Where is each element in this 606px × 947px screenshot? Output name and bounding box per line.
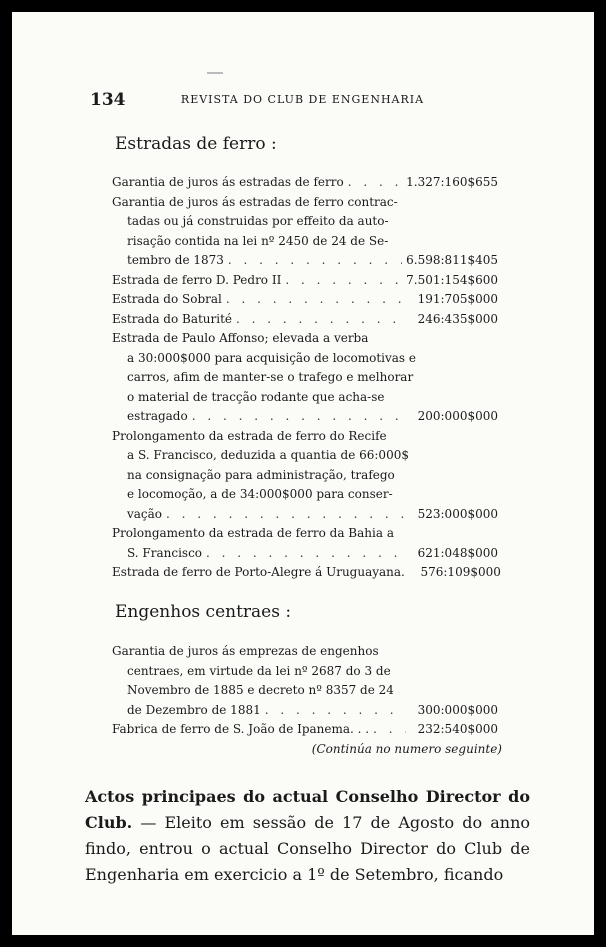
entry-line — [112, 407, 498, 427]
entry-line — [112, 212, 498, 232]
entry-line — [112, 388, 498, 408]
acts-heading: Actos principaes do actual Conselho Director do Club. — [85, 787, 530, 832]
entry-line — [112, 466, 498, 486]
entry-text: Estrada do Sobral — [112, 292, 222, 306]
leader-dots — [222, 290, 406, 310]
entry-text: Novembro de 1885 e decreto nº 8357 de 24 — [127, 683, 394, 697]
entry-text: a 30:000$000 para acquisição de locomotivas e — [127, 350, 416, 365]
entry-text: de Dezembro de 1881 — [127, 702, 261, 717]
entry-text: Garantia de juros ás emprezas de engenhos — [112, 644, 379, 658]
ledger-entry — [112, 642, 498, 720]
entry-amount: 7.501:154$600 — [406, 272, 498, 287]
entry-text: S. Francisco — [127, 545, 203, 560]
entry-line — [112, 485, 498, 505]
entry-text: vação — [127, 506, 163, 521]
entry-line — [112, 681, 498, 701]
entry-line — [112, 329, 498, 349]
entry-amount: 523:000$000 — [417, 506, 498, 521]
entry-line — [112, 368, 498, 388]
entry-text: risação contida na lei nº 2450 de 24 de Se- — [127, 233, 389, 248]
section-title-railways: Estradas de ferro : — [115, 134, 277, 154]
entry-line — [112, 720, 498, 740]
ledger-entry — [112, 173, 498, 193]
entry-line — [112, 290, 498, 310]
entry-line — [112, 427, 498, 447]
entry-amount: 6.598:811$405 — [406, 253, 498, 267]
entry-text: Estrada do Baturité — [112, 311, 233, 326]
leader-dots — [224, 251, 402, 271]
entry-line — [112, 505, 498, 525]
ledger-entry — [112, 290, 498, 310]
leader-dots — [202, 544, 406, 564]
entry-amount: 300:000$000 — [417, 702, 498, 717]
entry-amount: 232:540$000 — [417, 722, 498, 736]
entry-line — [112, 271, 498, 291]
entry-amount: 576:109$000 — [420, 565, 501, 579]
entry-amount: 200:000$000 — [417, 409, 498, 423]
acts-paragraph — [85, 784, 530, 888]
entry-amount: 246:435$000 — [417, 311, 498, 326]
entry-text: a S. Francisco, deduzida a quantia de 66:000$ — [127, 448, 409, 462]
entry-amount: 191:705$000 — [417, 292, 498, 306]
entry-line — [112, 662, 498, 682]
entry-line — [112, 251, 498, 271]
leader-dots — [344, 173, 402, 193]
entry-line — [112, 446, 498, 466]
entry-text: e locomoção, a de 34:000$000 para conser- — [127, 487, 393, 501]
document-page — [12, 12, 594, 935]
entry-line — [112, 193, 498, 213]
leader-dots — [281, 271, 402, 291]
continuation-note: (Continúa no numero seguinte) — [311, 742, 502, 756]
leader-dots — [232, 310, 406, 330]
entry-line — [112, 544, 498, 564]
ledger-entry — [112, 310, 498, 330]
ledger-entry — [112, 563, 501, 583]
leader-dots — [261, 701, 406, 721]
ledger-entry — [112, 271, 498, 291]
ledger-entry — [112, 329, 498, 427]
entry-line — [112, 349, 498, 369]
ledger-entry — [112, 427, 498, 525]
entry-line — [112, 563, 501, 583]
entry-line — [112, 232, 498, 252]
entry-text: o material de tracção rodante que acha-se — [127, 389, 385, 404]
entry-text: Prolongamento da estrada de ferro do Recife — [112, 428, 387, 443]
section-title-sugar-mills: Engenhos centraes : — [115, 602, 292, 622]
entry-text: tembro de 1873 — [127, 253, 224, 267]
entry-line — [112, 310, 498, 330]
running-title: REVISTA DO CLUB DE ENGENHARIA — [180, 93, 425, 106]
entry-text: estragado — [127, 409, 188, 423]
entry-line — [112, 701, 498, 721]
entry-text: Estrada de Paulo Affonso; elevada a verba — [112, 331, 369, 345]
entry-line — [112, 642, 498, 662]
entry-text: carros, afim de manter-se o trafego e melhorar — [127, 370, 414, 384]
entry-text: Estrada de ferro de Porto-Alegre á Uruguayana. — [112, 565, 405, 579]
acts-text: — Eleito em sessão de 17 de Agosto do anno findo, entrou o actual Conselho Director do Club de Engenharia em exercicio a 1º de Setembro, ficando — [85, 813, 530, 884]
entry-text: Fabrica de ferro de S. João de Ipanema. . . — [112, 722, 370, 736]
ledger-entry — [112, 193, 498, 271]
entry-line — [112, 173, 498, 193]
entry-text: na consignação para administração, trafego — [127, 467, 395, 482]
entry-text: Garantia de juros ás estradas de ferro contrac- — [112, 194, 398, 209]
page-number: 134 — [90, 90, 126, 110]
scan-mark — [207, 72, 223, 74]
entry-text: Estrada de ferro D. Pedro II — [112, 272, 282, 287]
entry-amount: 1.327:160$655 — [406, 175, 498, 189]
ledger-entry — [112, 720, 498, 740]
entry-text: Garantia de juros ás estradas de ferro — [112, 175, 344, 189]
entry-text: centraes, em virtude da lei nº 2687 do 3 de — [127, 663, 391, 678]
entry-text: Prolongamento da estrada de ferro da Bahia a — [112, 526, 394, 540]
leader-dots — [162, 505, 406, 525]
page-header — [90, 90, 515, 110]
leader-dots — [369, 720, 406, 740]
ledger-entry — [112, 524, 498, 563]
entry-line — [112, 524, 498, 544]
entry-amount: 621:048$000 — [417, 545, 498, 560]
entry-text: tadas ou já construidas por effeito da auto- — [127, 214, 389, 228]
leader-dots — [188, 407, 406, 427]
